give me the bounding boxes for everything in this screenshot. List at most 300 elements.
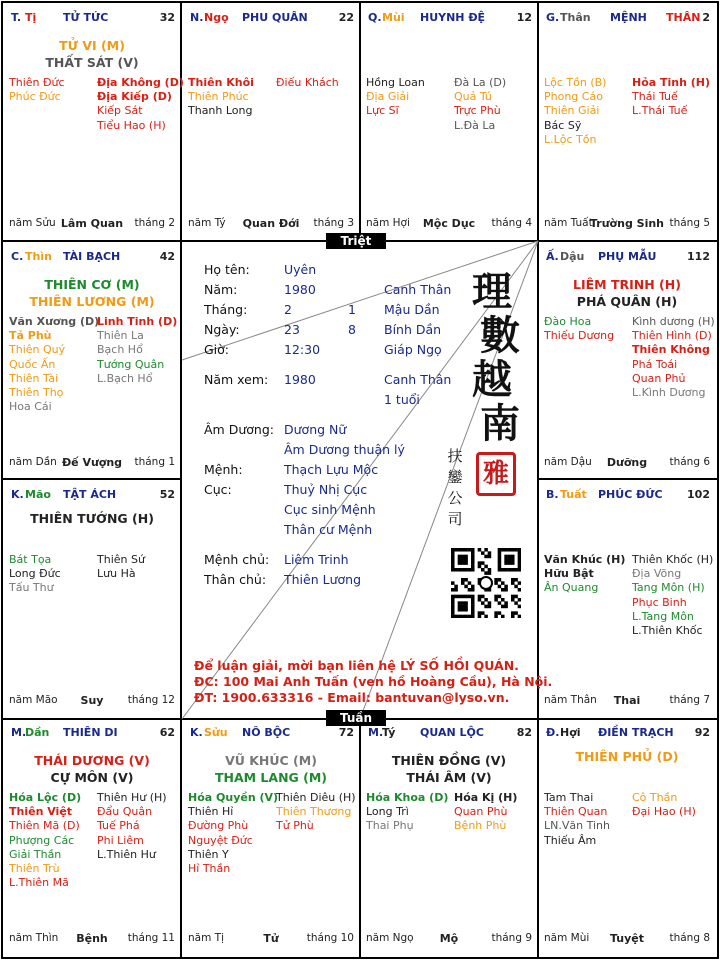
qr-module	[464, 601, 468, 605]
palace-year: năm Dậu	[544, 456, 592, 468]
than-chu-value: Thiên Lương	[284, 572, 362, 587]
main-star: LIÊM TRINH (H)	[573, 277, 681, 292]
palace-house-name: PHU QUÂN	[242, 11, 308, 24]
qr-module	[454, 548, 458, 552]
day-label: Ngày:	[204, 322, 240, 337]
qr-module	[504, 601, 508, 605]
palace-year: năm Thân	[544, 694, 597, 706]
palace-house-name: PHÚC ĐỨC	[598, 488, 663, 501]
qr-module	[481, 551, 485, 555]
qr-module	[508, 568, 512, 572]
palace-month: tháng 7	[669, 694, 710, 706]
palace-can: M.	[11, 726, 27, 739]
minor-star: Phục Binh	[632, 595, 687, 609]
minor-stars-left	[9, 553, 61, 596]
palace-dan[interactable]	[3, 718, 181, 956]
qr-module	[511, 581, 515, 585]
qr-module	[471, 611, 475, 615]
qr-module	[451, 548, 455, 552]
qr-module	[498, 568, 502, 572]
minor-star: Thiên La	[97, 329, 144, 343]
palace-can: G.	[546, 11, 560, 24]
palace-footer	[544, 932, 710, 946]
qr-module	[464, 558, 468, 562]
qr-module	[464, 615, 468, 618]
qr-module	[464, 568, 468, 572]
minor-star: Thái Tuế	[632, 90, 678, 104]
qr-module	[494, 598, 498, 602]
month-can: Mậu Dần	[384, 302, 440, 317]
minor-stars-left	[188, 76, 254, 119]
minor-star: Tam Thai	[544, 791, 594, 804]
palace-header	[3, 488, 181, 504]
palace-house-name: TẬT ÁCH	[63, 488, 117, 501]
qr-module	[488, 571, 492, 575]
cuc-note-2: Thân cư Mệnh	[284, 522, 373, 537]
palace-can: K.	[11, 488, 24, 501]
qr-module	[511, 598, 515, 602]
main-star: VŨ KHÚC (M)	[225, 753, 317, 768]
qr-module	[494, 615, 498, 618]
palace-stage: Đế Vượng	[61, 456, 123, 469]
main-star: THIÊN ĐỒNG (V)	[391, 753, 507, 768]
minor-star: Thiếu Dương	[544, 329, 615, 343]
qr-module	[471, 601, 475, 605]
palace-ti[interactable]	[360, 718, 538, 956]
minor-star: Thiên Việt	[9, 805, 73, 819]
minor-star: Bạch Hổ	[97, 343, 143, 357]
minor-star: Địa Giải	[366, 90, 410, 104]
palace-number: 32	[159, 11, 175, 24]
palace-year: năm Hợi	[366, 217, 410, 229]
palace-hoi[interactable]	[538, 718, 716, 956]
qr-module	[458, 601, 462, 605]
qr-module	[518, 558, 521, 562]
palace-footer	[544, 694, 710, 708]
palace-branch: Mão	[25, 488, 51, 501]
minor-star: Phi Liêm	[97, 833, 144, 847]
minor-star: L.Bạch Hổ	[97, 371, 153, 385]
qr-module	[498, 555, 502, 559]
qr-module	[501, 588, 505, 592]
palace-footer	[188, 217, 354, 231]
qr-module	[471, 585, 475, 589]
qr-module	[514, 611, 518, 615]
minor-star: Phá Toái	[632, 357, 678, 371]
palace-number: 52	[159, 488, 175, 501]
minor-star: Đào Hoa	[544, 315, 592, 328]
palace-stage: Thai	[613, 694, 641, 707]
palace-month: tháng 1	[134, 456, 175, 468]
qr-module	[451, 605, 455, 609]
palace-stage: Dưỡng	[606, 456, 648, 469]
qr-module	[504, 605, 508, 609]
minor-star: Linh Tinh (D)	[97, 315, 178, 328]
qr-module	[501, 605, 505, 609]
qr-module	[454, 585, 458, 589]
minor-stars-right	[632, 791, 696, 819]
qr-module	[461, 578, 465, 582]
qr-module	[498, 558, 502, 562]
qr-module	[501, 598, 505, 602]
view-year-can: Canh Thân	[384, 372, 452, 387]
palace-month: tháng 9	[491, 932, 532, 944]
palace-year: năm Mùi	[544, 932, 590, 944]
minor-star: Hỏa Tinh (H)	[632, 76, 711, 89]
qr-module	[468, 595, 472, 599]
main-star: THAM LANG (M)	[214, 770, 328, 785]
qr-module	[498, 601, 502, 605]
palace-ngo[interactable]	[182, 3, 360, 241]
palace-stage: Mộc Dục	[422, 217, 476, 230]
minor-star: LN.Văn Tinh	[544, 819, 610, 833]
qr-module	[488, 601, 492, 605]
palace-stage: Lâm Quan	[60, 217, 124, 230]
palace-header	[538, 11, 716, 27]
qr-module	[511, 578, 515, 582]
qr-module	[508, 558, 512, 562]
qr-module	[461, 601, 465, 605]
qr-module	[451, 608, 455, 612]
palace-can: Ấ.	[546, 250, 559, 263]
qr-module	[461, 581, 465, 585]
palace-than-tag: THÂN	[666, 11, 701, 24]
qr-module	[484, 571, 488, 575]
qr-module	[458, 548, 462, 552]
palace-number: 72	[338, 726, 354, 739]
minor-star: Văn Xương (D)	[9, 315, 100, 328]
palace-header	[360, 726, 538, 742]
qr-module	[504, 558, 508, 562]
qr-module	[504, 568, 508, 572]
qr-module	[451, 561, 455, 565]
qr-module	[498, 578, 502, 582]
palace-number: 22	[338, 11, 354, 24]
qr-module	[518, 568, 521, 572]
palace-dau[interactable]	[538, 242, 716, 480]
minor-stars-left	[544, 553, 625, 596]
minor-star: Hóa Quyền (V)	[188, 791, 279, 804]
qr-module	[514, 585, 518, 589]
qr-module	[471, 561, 475, 565]
qr-module	[484, 555, 488, 559]
palace-header	[182, 11, 360, 27]
minor-star: Địa Võng	[632, 567, 682, 581]
palace-house-name: TÀI BẠCH	[63, 250, 121, 263]
qr-module	[461, 561, 465, 565]
minor-star: L.Tang Môn	[632, 609, 694, 623]
minor-star: Nguyệt Đức	[188, 833, 253, 847]
minor-stars-left	[366, 791, 448, 834]
minor-stars-left	[544, 76, 606, 147]
minor-star: Thiên Không	[632, 343, 710, 357]
minor-star: Lưu Hà	[97, 567, 136, 581]
qr-module	[464, 595, 468, 599]
palace-can: N.	[190, 11, 204, 24]
qr-module	[504, 555, 508, 559]
qr-module	[458, 555, 462, 559]
qr-module	[471, 598, 475, 602]
minor-stars-right	[97, 76, 184, 133]
palace-header	[3, 250, 181, 266]
day-can: Bính Dần	[384, 322, 442, 337]
qr-module	[461, 558, 465, 562]
qr-module	[451, 555, 455, 559]
qr-module	[471, 558, 475, 562]
minor-star: Lộc Tồn (B)	[544, 76, 607, 89]
minor-star: Long Trì	[366, 805, 409, 819]
contact-line-3[interactable]: ĐT: 1900.633316 - Email: bantuvan@lyso.vn.	[194, 690, 510, 705]
qr-module	[471, 615, 475, 618]
qr-module	[451, 595, 455, 599]
palace-branch: Mùi	[382, 11, 405, 24]
palace-suu[interactable]	[182, 718, 360, 956]
minor-stars-right	[632, 553, 713, 638]
qr-module	[451, 565, 455, 569]
qr-module	[484, 605, 488, 609]
palace-stage: Tử	[263, 932, 279, 945]
minor-star: Điếu Khách	[276, 76, 339, 89]
tuan-badge: Tuần	[326, 710, 386, 726]
calligraphy-char: 理	[472, 268, 512, 315]
minor-stars-left	[366, 76, 425, 119]
qr-module	[494, 611, 498, 615]
qr-module	[514, 568, 518, 572]
qr-module	[464, 548, 468, 552]
qr-module	[501, 615, 505, 618]
minor-star: Thiên Khôi	[188, 76, 254, 89]
minor-star: Đà La (D)	[454, 76, 507, 89]
palace-header	[3, 11, 181, 27]
minor-star: Thiên Mã (D)	[9, 819, 80, 833]
palace-month: tháng 6	[669, 456, 710, 468]
minor-star: Tử Phù	[276, 819, 314, 833]
qr-module	[451, 601, 455, 605]
palace-house-name: TỬ TỨC	[63, 11, 109, 24]
day-lunar: 8	[348, 322, 356, 337]
minor-stars-right	[97, 315, 177, 386]
minor-star: Hóa Lộc (D)	[9, 791, 82, 804]
palace-house-name: QUAN LỘC	[420, 726, 484, 739]
company-chars	[444, 446, 466, 530]
palace-tuat[interactable]	[538, 480, 716, 718]
minor-star: Thiên Giải	[544, 104, 600, 118]
minor-star: Long Đức	[9, 567, 61, 581]
palace-number: 102	[687, 488, 710, 501]
qr-module	[514, 601, 518, 605]
qr-module	[461, 595, 465, 599]
palace-can: K.	[190, 726, 203, 739]
qr-module	[468, 615, 472, 618]
palace-branch: Tý	[382, 726, 396, 739]
palace-footer	[544, 217, 710, 231]
qr-module	[461, 548, 465, 552]
minor-star: Tiểu Hao (H)	[97, 118, 166, 132]
palace-footer	[9, 456, 175, 470]
qr-module	[498, 595, 502, 599]
year-label: Năm:	[204, 282, 238, 297]
minor-star: Thiên Thọ	[9, 386, 64, 400]
qr-module	[511, 548, 515, 552]
than-chu-label: Thân chủ:	[204, 572, 267, 587]
palace-month: tháng 4	[491, 217, 532, 229]
palace-house-name: MỆNH	[610, 11, 647, 24]
qr-module	[484, 598, 488, 602]
palace-house-name: PHỤ MẪU	[598, 250, 657, 263]
palace-number: 82	[516, 726, 532, 739]
qr-module	[514, 548, 518, 552]
minor-stars-left	[544, 315, 614, 343]
palace-number: 2	[702, 11, 710, 24]
minor-star: Thiên Hư (H)	[97, 791, 167, 804]
qr-module	[518, 551, 521, 555]
palace-branch: Ngọ	[204, 11, 229, 24]
qr-module	[484, 615, 488, 618]
qr-module	[458, 615, 462, 618]
palace-header	[538, 250, 716, 266]
qr-module	[471, 595, 475, 599]
qr-code[interactable]	[451, 548, 521, 618]
menh-chu-label: Mệnh chủ:	[204, 552, 270, 567]
palace-footer	[544, 456, 710, 470]
qr-module	[471, 608, 475, 612]
palace-footer	[366, 932, 532, 946]
palace-year: năm Mão	[9, 694, 58, 706]
minor-star: Cô Thần	[632, 791, 678, 804]
minor-star: Kình dương (H)	[632, 315, 715, 328]
qr-module	[494, 595, 498, 599]
qr-module	[451, 568, 455, 572]
minor-star: L.Đà La	[454, 118, 496, 132]
minor-star: Thiên Sứ	[97, 553, 145, 566]
palace-thin[interactable]	[3, 242, 181, 480]
palace-mui[interactable]	[360, 3, 538, 241]
minor-star: Thiên Quan	[544, 805, 608, 819]
qr-module	[501, 548, 505, 552]
hour-label: Giờ:	[204, 342, 230, 357]
minor-star: Tấu Thư	[9, 581, 54, 595]
palace-branch: Dần	[25, 726, 50, 739]
palace-header	[538, 488, 716, 504]
minor-star: Văn Khúc (H)	[544, 553, 626, 566]
palace-month: tháng 10	[306, 932, 354, 944]
qr-module	[471, 565, 475, 569]
qr-module	[481, 611, 485, 615]
qr-module	[511, 611, 515, 615]
palace-month: tháng 3	[313, 217, 354, 229]
qr-module	[461, 608, 465, 612]
palace-stage: Bệnh	[76, 932, 108, 945]
qr-module	[471, 605, 475, 609]
palace-footer	[188, 932, 354, 946]
qr-module	[464, 578, 468, 582]
qr-module	[494, 581, 498, 585]
minor-stars-left	[9, 76, 65, 104]
contact-line-2: ĐC: 100 Mai Anh Tuấn (ven hồ Hoàng Cầu), Hà Nội.	[194, 674, 553, 689]
palace-branch: Hợi	[560, 726, 581, 739]
palace-header	[360, 11, 538, 27]
palace-than[interactable]	[538, 3, 716, 241]
palace-year: năm Tuất	[544, 217, 593, 229]
palace-can: Đ.	[546, 726, 560, 739]
year-can: Canh Thân	[384, 282, 452, 297]
qr-module	[451, 598, 455, 602]
minor-stars-left	[9, 791, 81, 890]
palace-house-name: HUYNH ĐỆ	[420, 11, 486, 24]
month-lunar: 1	[348, 302, 356, 317]
minor-star: Bát Tọa	[9, 553, 52, 566]
palace-stage: Tuyệt	[609, 932, 644, 945]
palace-year: năm Ngọ	[366, 932, 414, 944]
minor-star: Hỉ Thần	[188, 862, 231, 876]
qr-module	[481, 595, 485, 599]
palace-house-name: NÔ BỘC	[242, 726, 291, 739]
minor-stars-right	[97, 791, 167, 862]
qr-module	[461, 555, 465, 559]
qr-center-logo	[480, 577, 492, 589]
minor-star: Quả Tú	[454, 90, 492, 104]
qr-module	[458, 608, 462, 612]
palace-footer	[366, 217, 532, 231]
minor-stars-right	[276, 791, 356, 834]
month-label: Tháng:	[204, 302, 248, 317]
main-star: THẤT SÁT (V)	[45, 55, 139, 70]
qr-module	[461, 605, 465, 609]
minor-star: Địa Không (D)	[97, 76, 184, 89]
minor-stars-right	[632, 315, 715, 400]
qr-module	[478, 561, 482, 565]
minor-star: Thiên Quý	[9, 343, 66, 357]
calligraphy-char: 數	[480, 312, 520, 359]
qr-module	[451, 551, 455, 555]
qr-module	[518, 548, 521, 552]
qr-module	[451, 615, 455, 618]
palace-month: tháng 11	[127, 932, 175, 944]
main-star: TỬ VI (M)	[59, 38, 125, 53]
qr-module	[504, 548, 508, 552]
qr-module	[511, 558, 515, 562]
minor-star: Ân Quang	[544, 581, 599, 595]
palace-number: 92	[694, 726, 710, 739]
qr-module	[478, 548, 482, 552]
minor-star: Tướng Quân	[97, 357, 165, 371]
qr-module	[488, 605, 492, 609]
qr-module	[518, 615, 521, 618]
main-star: THÁI ÂM (V)	[406, 770, 492, 785]
qr-module	[508, 555, 512, 559]
minor-stars-right	[454, 791, 517, 834]
palace-ty[interactable]	[3, 3, 184, 241]
minor-star: Hóa Khoa (D)	[366, 791, 449, 804]
palace-mao[interactable]	[3, 480, 181, 718]
qr-module	[458, 558, 462, 562]
minor-star: L.Thiên Hư	[97, 847, 156, 861]
palace-footer	[9, 217, 175, 231]
qr-module	[511, 555, 515, 559]
minor-star: Thiên Khốc (H)	[632, 553, 714, 566]
minor-star: Kiếp Sát	[97, 104, 143, 118]
name-label: Họ tên:	[204, 262, 250, 277]
qr-module	[518, 598, 521, 602]
qr-module	[458, 605, 462, 609]
minor-star: L.Kình Dương	[632, 386, 706, 400]
year-value: 1980	[284, 282, 316, 297]
qr-module	[481, 568, 485, 572]
minor-star: Thiên Đức	[9, 76, 65, 89]
minor-star: Thiên Y	[188, 847, 229, 861]
minor-star: Thiên Diêu (H)	[276, 791, 356, 804]
palace-can: B.	[546, 488, 559, 501]
